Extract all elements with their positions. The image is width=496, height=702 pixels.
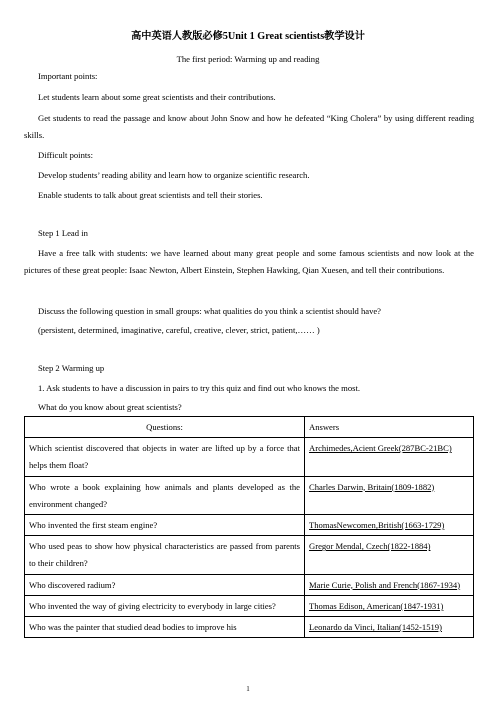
answer-cell [305, 574, 474, 595]
question-cell: Who used peas to show how physical characteristics are passed from parents to their children? [25, 536, 305, 574]
step2-heading: Step 2 Warming up [38, 363, 105, 373]
table-row [25, 438, 474, 476]
step1-heading: Step 1 Lead in [38, 228, 88, 238]
answer-text: Gregor Mendal, Czech(1822-1884) [309, 541, 431, 552]
question-cell: Which scientist discovered that objects in water are lifted up by a force that helps them float? [25, 438, 305, 476]
step1-free-talk: Have a free talk with students: we have learned about many great people and some famous scientists and now look at the pictures of these great people: Isaac Newton, Albert Einstein, Stephen Hawking, Qian Xuesen, and tell their contributions. [24, 248, 474, 276]
answer-cell [305, 595, 474, 616]
important-point-1: Let students learn about some great scientists and their contributions. [38, 92, 276, 102]
answer-text: Archimedes,Acient Greek(287BC-21BC) [309, 443, 452, 454]
period-subtitle: The first period: Warming up and reading [176, 54, 320, 64]
questions-header: Questions: [25, 417, 305, 438]
document-title: 高中英语人教版必修5Unit 1 Great scientists教学设计 [131, 31, 365, 42]
quiz-question-heading: What do you know about great scientists? [38, 402, 182, 412]
question-cell: Who invented the first steam engine? [25, 515, 305, 536]
question-cell: Who invented the way of giving electricity to everybody in large cities? [25, 595, 305, 616]
answer-text: Leonardo da Vinci, Italian(1452-1519) [309, 622, 442, 633]
step2-instruction: 1. Ask students to have a discussion in pairs to try this quiz and find out who knows the most. [38, 383, 361, 393]
difficult-point-1: Develop students’ reading ability and learn how to organize scientific research. [38, 170, 310, 180]
table-row [25, 574, 474, 595]
answer-cell [305, 438, 474, 476]
answer-text: Charles Darwin, Britain(1809-1882) [309, 481, 435, 492]
page-number: 1 [246, 685, 250, 693]
answer-text: Thomas Edison, American(1847-1931) [309, 600, 444, 611]
question-cell: Who discovered radium? [25, 574, 305, 595]
difficult-point-2: Enable students to talk about great scientists and tell their stories. [38, 190, 263, 200]
answer-text: ThomasNewcomen,British(1663-1729) [309, 520, 445, 531]
table-row [25, 536, 474, 574]
difficult-points-heading: Difficult points: [38, 150, 93, 160]
step1-qualities: (persistent, determined, imaginative, careful, creative, clever, strict, patient,…… ) [38, 325, 320, 335]
answer-cell [305, 476, 474, 514]
table-row [25, 595, 474, 616]
table-header-row [25, 417, 474, 438]
answers-header: Answers [305, 417, 474, 438]
step1-discussion: Discuss the following question in small groups: what qualities do you think a scientist should have? [38, 306, 381, 316]
table-row [25, 476, 474, 514]
answer-text: Marie Curie, Polish and French(1867-1934) [309, 579, 461, 590]
table-row [25, 515, 474, 536]
answer-cell [305, 536, 474, 574]
important-points-heading: Important points: [38, 71, 98, 81]
table-row [25, 617, 474, 638]
question-cell: Who wrote a book explaining how animals and plants developed as the environment changed? [25, 476, 305, 514]
quiz-table [24, 416, 474, 638]
question-cell: Who was the painter that studied dead bodies to improve his [25, 617, 305, 638]
answer-cell [305, 515, 474, 536]
important-point-2: Get students to read the passage and know about John Snow and how he defeated “King Cholera” by using different reading skills. [24, 113, 474, 141]
answer-cell [305, 617, 474, 638]
